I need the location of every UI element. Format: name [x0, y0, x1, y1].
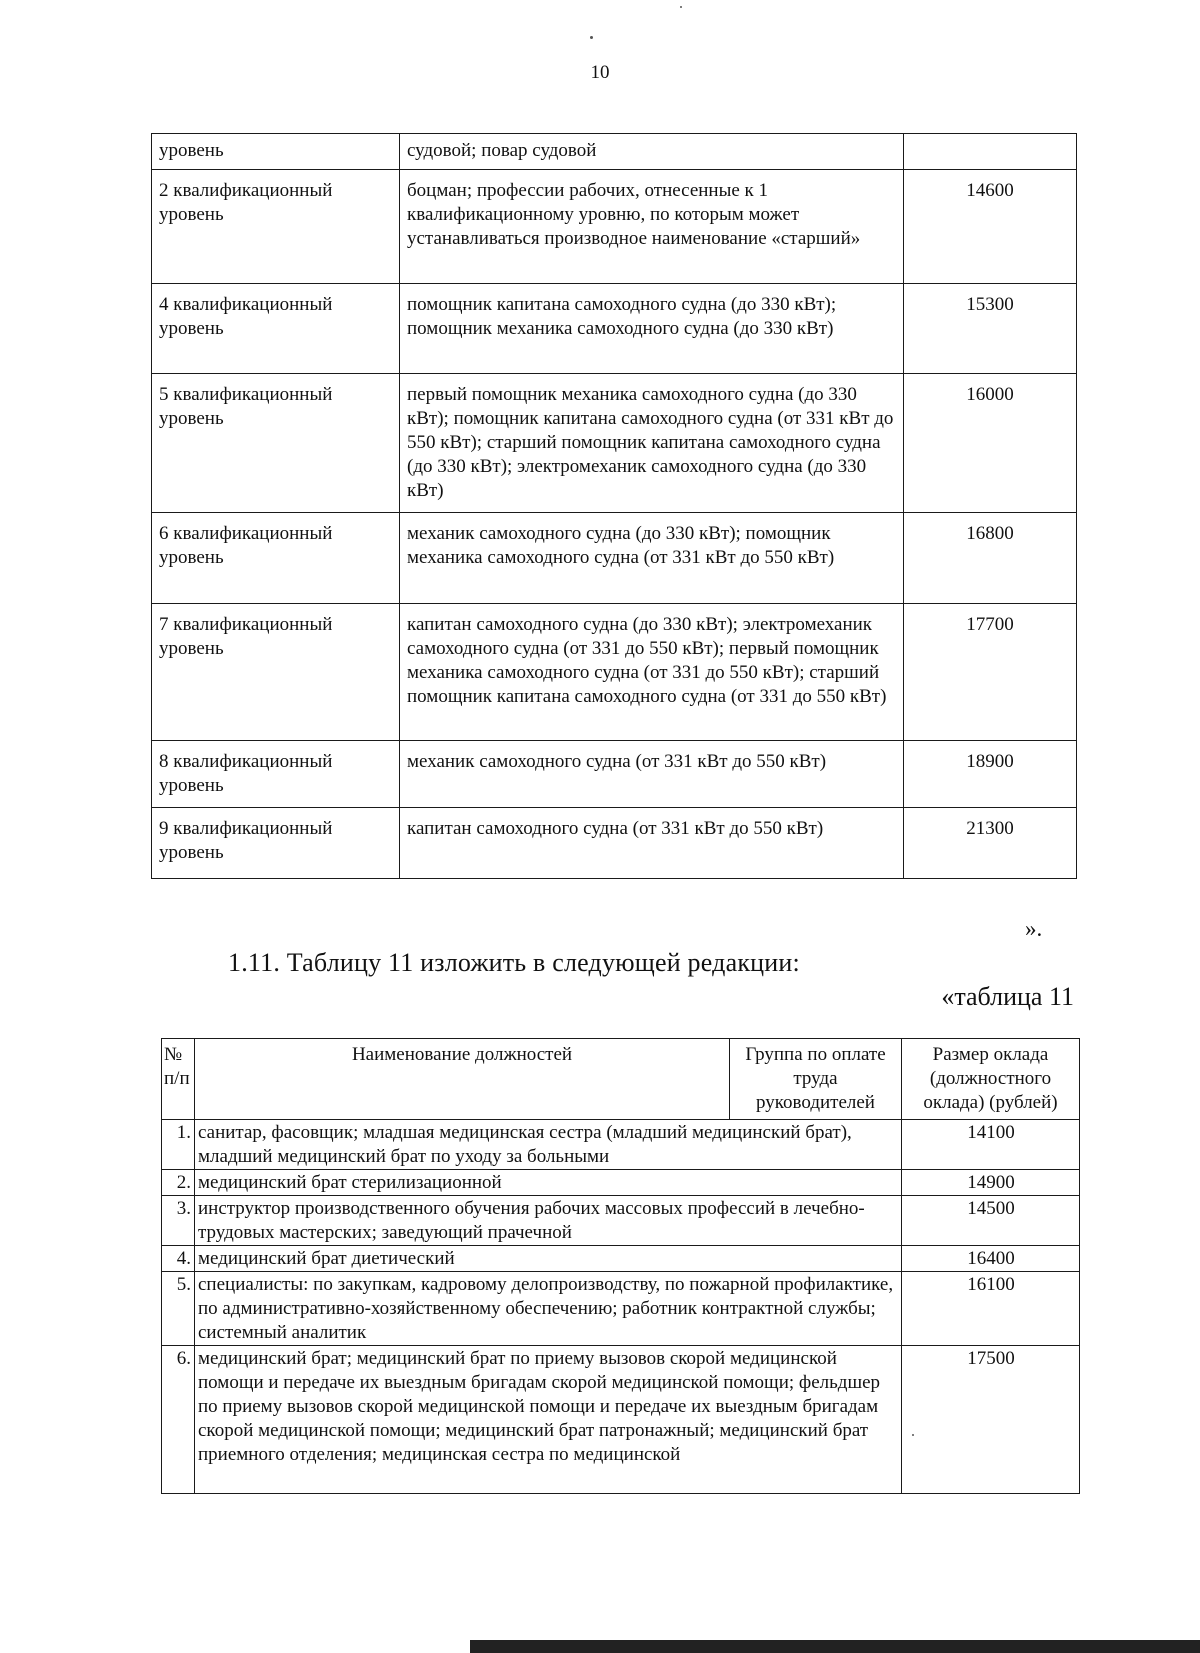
position-name: медицинский брат стерилизационной — [195, 1170, 902, 1196]
table-row — [152, 741, 1077, 808]
table-row — [152, 513, 1077, 604]
salary-cell: 14500 — [902, 1196, 1080, 1246]
level-cell: 2 квалификационный уровень — [152, 170, 400, 284]
row-number: 4. — [162, 1246, 195, 1272]
table-row — [152, 134, 1077, 170]
level-cell: 4 квалификационный уровень — [152, 284, 400, 374]
positions-cell: первый помощник механика самоходного судна (до 330 кВт); помощник капитана самоходного судна (от 331 кВт до 550 кВт); старший помощник капитана самоходного судна (до 330 кВт); электромеханик самоходного судна (до 330 кВт) — [400, 374, 904, 513]
scan-edge-bar — [470, 1640, 1200, 1653]
salary-cell — [904, 134, 1077, 170]
level-cell: 5 квалификационный уровень — [152, 374, 400, 513]
row-number: 1. — [162, 1120, 195, 1170]
salary-cell: 17700 — [904, 604, 1077, 741]
positions-cell: судовой; повар судовой — [400, 134, 904, 170]
level-cell: 7 квалификационный уровень — [152, 604, 400, 741]
scan-speck — [680, 6, 682, 8]
table-row — [162, 1272, 1080, 1346]
row-number: 5. — [162, 1272, 195, 1346]
table-row — [152, 604, 1077, 741]
table-row — [152, 374, 1077, 513]
table-11 — [161, 1038, 1080, 1494]
table-row — [162, 1246, 1080, 1272]
position-name: медицинский брат; медицинский брат по приему вызовов скорой медицинской помощи и передаче их выездным бригадам скорой медицинской помощи; фельдшер по приему вызовов скорой медицинской помощи и передаче их выездным бригадам скорой медицинской помощи; медицинский брат патронажный; медицинский брат приемного отделения; медицинская сестра по медицинской — [195, 1346, 902, 1494]
scan-speck — [590, 36, 593, 39]
position-name: инструктор производственного обучения рабочих массовых профессий в лечебно-трудовых мастерских; заведующий прачечной — [195, 1196, 902, 1246]
salary-cell: 16400 — [902, 1246, 1080, 1272]
header-position-name: Наименование должностей — [195, 1039, 730, 1120]
position-name: специалисты: по закупкам, кадровому делопроизводству, по пожарной профилактике, по административно-хозяйственному обеспечению; работник контрактной службы; системный аналитик — [195, 1272, 902, 1346]
salary-cell: 16100 — [902, 1272, 1080, 1346]
section-heading: 1.11. Таблицу 11 изложить в следующей редакции: — [228, 948, 800, 977]
page-number: 10 — [590, 62, 610, 83]
header-number: № п/п — [162, 1039, 195, 1120]
level-cell: 6 квалификационный уровень — [152, 513, 400, 604]
salary-cell: 14100 — [902, 1120, 1080, 1170]
row-number: 2. — [162, 1170, 195, 1196]
salary-cell: 14900 — [902, 1170, 1080, 1196]
table-row — [162, 1346, 1080, 1494]
table-header-row — [162, 1039, 1080, 1120]
salary-cell: 14600 — [904, 170, 1077, 284]
table-row — [152, 170, 1077, 284]
salary-cell: 18900 — [904, 741, 1077, 808]
salary-cell: 16800 — [904, 513, 1077, 604]
positions-cell: капитан самоходного судна (до 330 кВт); электромеханик самоходного судна (от 331 до 550 кВт); первый помощник механика самоходного судна (от 331 до 550 кВт); старший помощник капитана самоходного судна (от 331 до 550 кВт) — [400, 604, 904, 741]
positions-cell: капитан самоходного судна (от 331 кВт до 550 кВт) — [400, 808, 904, 879]
row-number: 3. — [162, 1196, 195, 1246]
level-cell: 9 квалификационный уровень — [152, 808, 400, 879]
closing-quote: ». — [1025, 916, 1043, 941]
table-reference: «таблица 11 — [941, 982, 1074, 1011]
table-row — [162, 1170, 1080, 1196]
header-pay-group: Группа по оплате труда руководителей — [730, 1039, 902, 1120]
positions-cell: механик самоходного судна (до 330 кВт); помощник механика самоходного судна (от 331 кВт до 550 кВт) — [400, 513, 904, 604]
header-salary: Размер оклада (должностного оклада) (рублей) — [902, 1039, 1080, 1120]
table-row — [152, 808, 1077, 879]
positions-cell: помощник капитана самоходного судна (до 330 кВт); помощник механика самоходного судна (до 330 кВт) — [400, 284, 904, 374]
level-cell: уровень — [152, 134, 400, 170]
position-name: медицинский брат диетический — [195, 1246, 902, 1272]
salary-cell: 16000 — [904, 374, 1077, 513]
row-number: 6. — [162, 1346, 195, 1494]
position-name: санитар, фасовщик; младшая медицинская сестра (младший медицинский брат), младший медицинский брат по уходу за больными — [195, 1120, 902, 1170]
salary-cell: 15300 — [904, 284, 1077, 374]
table-row — [152, 284, 1077, 374]
positions-cell: механик самоходного судна (от 331 кВт до 550 кВт) — [400, 741, 904, 808]
level-cell: 8 квалификационный уровень — [152, 741, 400, 808]
table-10-continuation — [151, 133, 1077, 879]
scan-speck — [912, 1434, 914, 1436]
salary-cell: 21300 — [904, 808, 1077, 879]
table-row — [162, 1120, 1080, 1170]
table-row — [162, 1196, 1080, 1246]
positions-cell: боцман; профессии рабочих, отнесенные к 1 квалификационному уровню, по которым может устанавливаться производное наименование «старший» — [400, 170, 904, 284]
salary-cell: 17500 — [902, 1346, 1080, 1494]
